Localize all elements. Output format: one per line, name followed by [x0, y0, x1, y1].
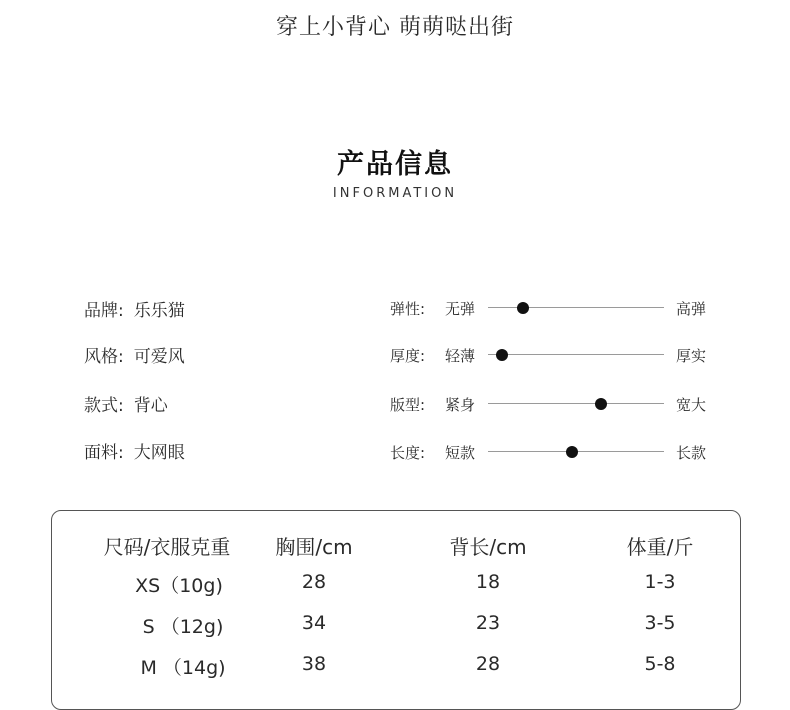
info-row-brand [84, 295, 185, 321]
attr-low-label: 短款 [445, 444, 476, 462]
info-label: 风格: [84, 346, 124, 367]
attr-label: 弹性: [390, 300, 426, 318]
attr-level-dot [517, 302, 529, 314]
attr-high-label: 长款 [676, 444, 707, 462]
table-cell-weight: 5-8 [644, 653, 676, 675]
table-cell-size: S （12g) [142, 616, 224, 638]
info-row-fabric [84, 437, 185, 463]
size-header-chest: 胸围/cm [275, 535, 353, 559]
table-cell-chest: 38 [301, 653, 327, 675]
size-header-size-text: 尺码/衣服克重 [103, 535, 231, 559]
attr-low-label: 紧身 [445, 396, 476, 414]
section-title: 产品信息 [337, 149, 453, 180]
info-label: 品牌: [84, 300, 124, 321]
table-cell-chest: 34 [301, 612, 327, 634]
size-table [51, 510, 741, 710]
table-cell-back-length: 28 [475, 653, 501, 675]
info-value: 背心 [133, 395, 168, 416]
table-cell-weight: 3-5 [644, 612, 676, 634]
attr-scale-track [488, 354, 664, 355]
attr-high-label: 厚实 [676, 347, 707, 365]
info-label: 面料: [84, 442, 124, 463]
attr-high-label: 高弹 [676, 300, 707, 318]
attr-row-elasticity [390, 295, 720, 321]
table-cell-back-length: 23 [475, 612, 501, 634]
section-subtitle: INFORMATION [332, 186, 458, 201]
tagline: 穿上小背心 萌萌哒出街 [276, 15, 514, 40]
table-cell-chest: 28 [301, 571, 327, 593]
attr-label: 长度: [390, 444, 426, 462]
info-value: 可爱风 [133, 346, 185, 367]
attr-scale-track [488, 307, 664, 308]
table-cell-size: XS（10g) [135, 575, 223, 597]
attr-level-dot [496, 349, 508, 361]
attr-row-fit [390, 391, 720, 417]
attr-low-label: 轻薄 [445, 347, 476, 365]
attr-level-dot [566, 446, 578, 458]
table-cell-back-length: 18 [475, 571, 501, 593]
attr-scale-track [488, 403, 664, 404]
info-label: 款式: [84, 395, 124, 416]
info-value: 大网眼 [133, 442, 185, 463]
info-row-style [84, 341, 185, 367]
info-row-type [84, 390, 168, 416]
table-cell-weight: 1-3 [644, 571, 676, 593]
size-header-back-length: 背长/cm [449, 535, 527, 559]
attr-level-dot [595, 398, 607, 410]
attr-low-label: 无弹 [445, 300, 476, 318]
size-header-weight: 体重/斤 [626, 535, 694, 559]
attr-row-length [390, 439, 720, 465]
info-value: 乐乐猫 [133, 300, 185, 321]
table-cell-size: M （14g) [140, 657, 226, 679]
size-header-size [104, 531, 231, 560]
attr-high-label: 宽大 [676, 396, 707, 414]
attr-label: 版型: [390, 396, 426, 414]
attr-row-thickness [390, 342, 720, 368]
attr-label: 厚度: [390, 347, 426, 365]
